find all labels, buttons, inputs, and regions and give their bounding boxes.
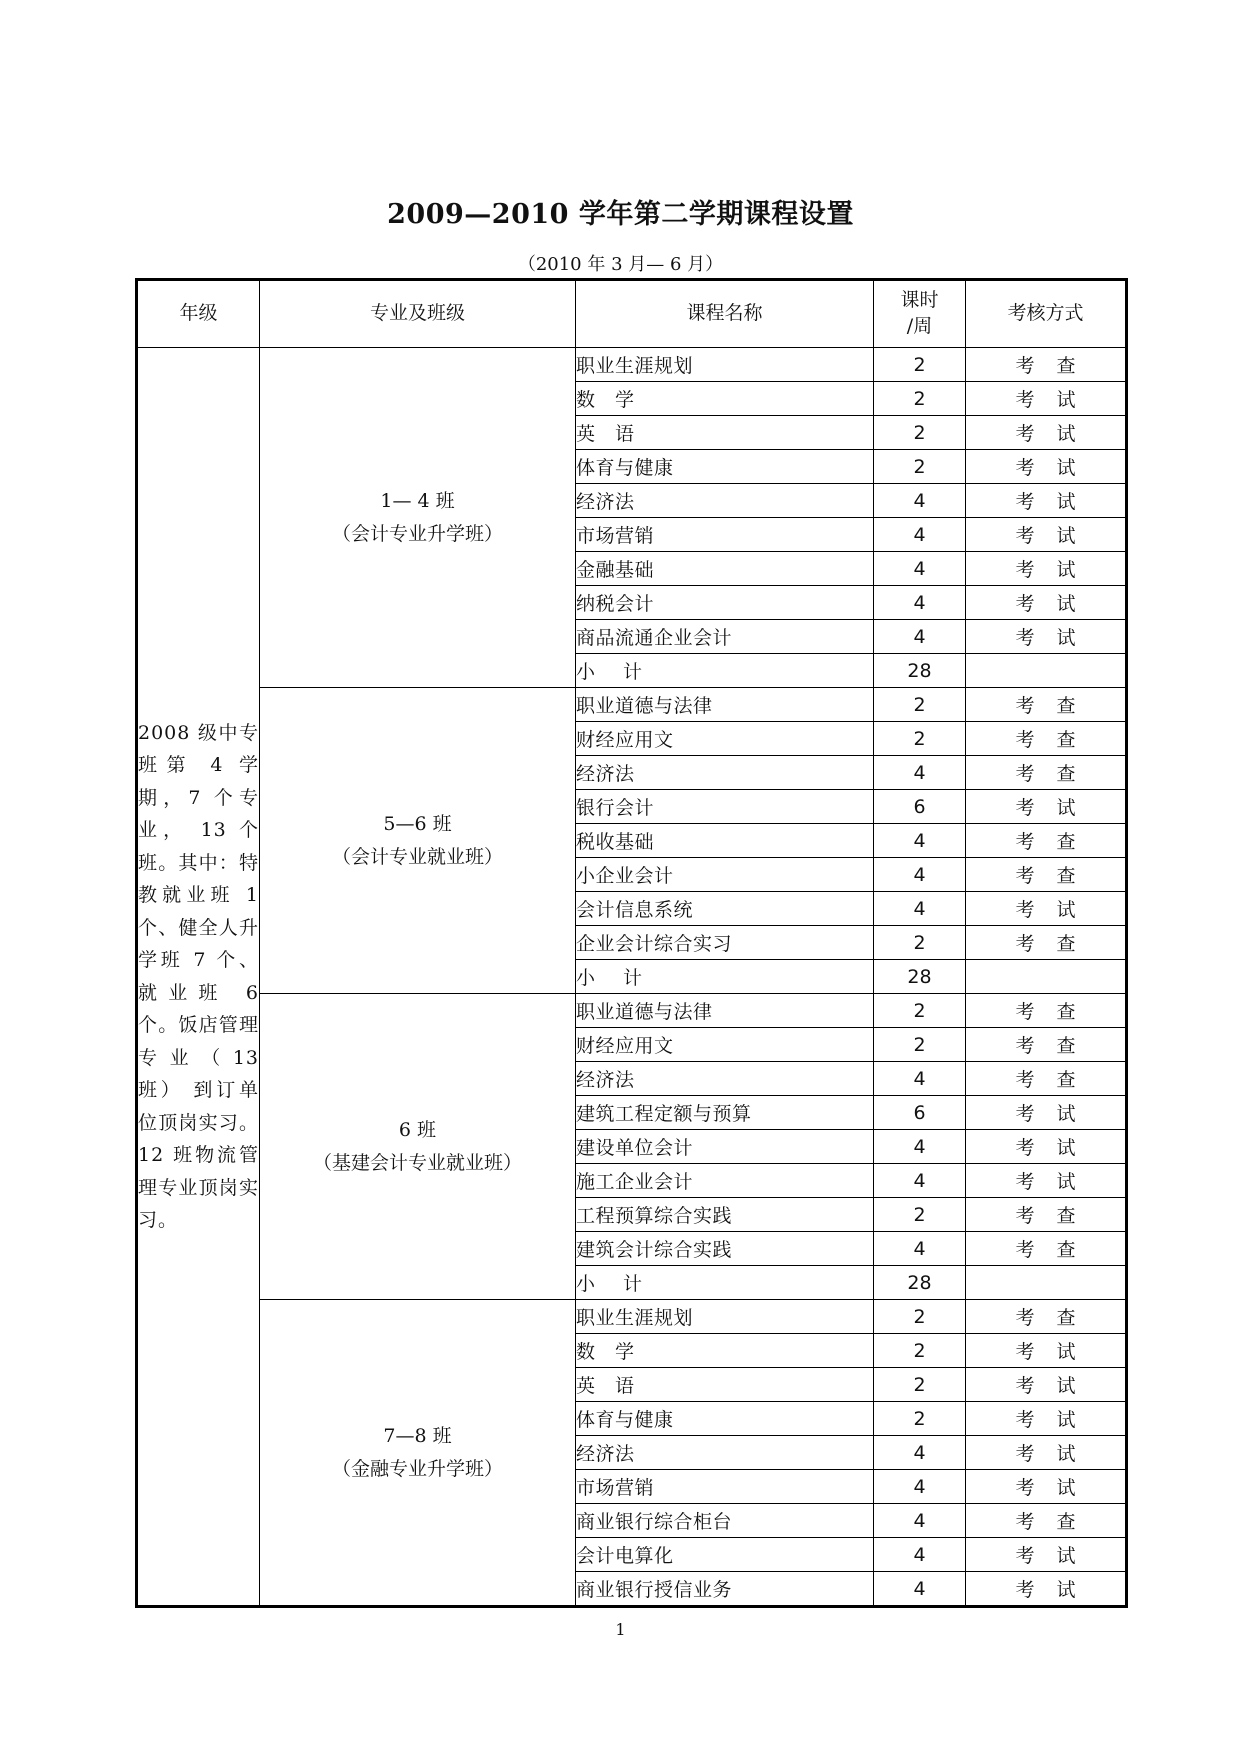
subtotal-exam-empty <box>966 654 1127 688</box>
exam-type: 考试 <box>966 1334 1127 1368</box>
header-course-name: 课程名称 <box>576 280 874 348</box>
course-name: 财经应用文 <box>576 722 874 756</box>
exam-type: 考试 <box>966 1436 1127 1470</box>
course-hours: 2 <box>874 416 966 450</box>
subtotal-label: 小计 <box>576 654 874 688</box>
course-name: 英 语 <box>576 416 874 450</box>
course-hours: 4 <box>874 1062 966 1096</box>
exam-type: 考查 <box>966 722 1127 756</box>
course-name: 体育与健康 <box>576 1402 874 1436</box>
course-hours: 4 <box>874 620 966 654</box>
course-hours: 2 <box>874 688 966 722</box>
course-name: 市场营销 <box>576 1470 874 1504</box>
course-name: 数 学 <box>576 382 874 416</box>
course-hours: 2 <box>874 1402 966 1436</box>
class-range-label: 6 班 <box>398 1118 437 1141</box>
course-name: 经济法 <box>576 1436 874 1470</box>
document-subtitle: （2010 年 3 月— 6 月） <box>517 254 724 275</box>
exam-type: 考试 <box>966 1130 1127 1164</box>
course-hours: 4 <box>874 1130 966 1164</box>
table-row <box>137 688 1127 722</box>
course-hours: 4 <box>874 552 966 586</box>
exam-type: 考试 <box>966 586 1127 620</box>
subtotal-exam-empty <box>966 960 1127 994</box>
exam-type: 考试 <box>966 1402 1127 1436</box>
exam-type: 考试 <box>966 1538 1127 1572</box>
exam-type: 考试 <box>966 790 1127 824</box>
course-hours: 4 <box>874 484 966 518</box>
course-schedule-table <box>135 278 1128 1608</box>
subtotal-exam-empty <box>966 1266 1127 1300</box>
course-hours: 4 <box>874 1232 966 1266</box>
course-hours: 2 <box>874 1028 966 1062</box>
exam-type: 考查 <box>966 1028 1127 1062</box>
class-range-label: 1— 4 班 <box>380 489 455 512</box>
exam-type: 考试 <box>966 484 1127 518</box>
exam-type: 考查 <box>966 1232 1127 1266</box>
class-group-cell <box>260 1300 576 1607</box>
exam-type: 考查 <box>966 926 1127 960</box>
header-exam-type: 考核方式 <box>966 280 1127 348</box>
exam-type: 考试 <box>966 620 1127 654</box>
course-name: 建设单位会计 <box>576 1130 874 1164</box>
table-row <box>137 994 1127 1028</box>
class-range-label: 7—8 班 <box>383 1424 452 1447</box>
course-hours: 2 <box>874 348 966 382</box>
document-title: 2009—2010 学年第二学期课程设置 <box>387 199 854 230</box>
course-hours: 4 <box>874 1538 966 1572</box>
exam-type: 考查 <box>966 688 1127 722</box>
course-name: 施工企业会计 <box>576 1164 874 1198</box>
course-name: 市场营销 <box>576 518 874 552</box>
course-name: 会计电算化 <box>576 1538 874 1572</box>
course-name: 建筑会计综合实践 <box>576 1232 874 1266</box>
major-name-label: （金融专业升学班） <box>331 1457 503 1480</box>
header-hours <box>874 280 966 348</box>
course-hours: 4 <box>874 1164 966 1198</box>
course-name: 纳税会计 <box>576 586 874 620</box>
course-hours: 4 <box>874 1436 966 1470</box>
course-hours: 2 <box>874 1300 966 1334</box>
major-name-label: （会计专业就业班） <box>331 845 503 868</box>
course-hours: 4 <box>874 1470 966 1504</box>
table-header-row <box>137 280 1127 348</box>
course-name: 职业生涯规划 <box>576 1300 874 1334</box>
course-name: 英 语 <box>576 1368 874 1402</box>
header-major-class: 专业及班级 <box>260 280 576 348</box>
course-name: 银行会计 <box>576 790 874 824</box>
exam-type: 考查 <box>966 348 1127 382</box>
course-name: 经济法 <box>576 756 874 790</box>
course-name: 职业生涯规划 <box>576 348 874 382</box>
course-hours: 4 <box>874 892 966 926</box>
course-name: 商业银行授信业务 <box>576 1572 874 1607</box>
major-name-label: （会计专业升学班） <box>331 522 503 545</box>
exam-type: 考查 <box>966 994 1127 1028</box>
exam-type: 考查 <box>966 858 1127 892</box>
exam-type: 考试 <box>966 450 1127 484</box>
exam-type: 考试 <box>966 1470 1127 1504</box>
course-name: 经济法 <box>576 484 874 518</box>
exam-type: 考试 <box>966 416 1127 450</box>
exam-type: 考试 <box>966 1368 1127 1402</box>
subtotal-label: 小计 <box>576 960 874 994</box>
exam-type: 考试 <box>966 1096 1127 1130</box>
course-hours: 4 <box>874 1504 966 1538</box>
subtotal-hours: 28 <box>874 960 966 994</box>
course-hours: 4 <box>874 1572 966 1607</box>
course-hours: 2 <box>874 382 966 416</box>
course-name: 金融基础 <box>576 552 874 586</box>
course-name: 企业会计综合实习 <box>576 926 874 960</box>
course-hours: 2 <box>874 1334 966 1368</box>
course-hours: 6 <box>874 1096 966 1130</box>
course-name: 建筑工程定额与预算 <box>576 1096 874 1130</box>
class-group-cell <box>260 994 576 1300</box>
header-hours-line1: 课时 <box>900 289 939 312</box>
grade-cell: 2008 级中专班第 4 学期，7 个专业， 13 个班。其中：特教就业班 1 个、健全人升学班 7 个、就业班 6 个。饭店管理专业（13 班） 到订单位顶岗实习。12 班物流管理专业顶岗实习。 <box>137 348 260 1607</box>
exam-type: 考试 <box>966 382 1127 416</box>
course-name: 经济法 <box>576 1062 874 1096</box>
exam-type: 考查 <box>966 1300 1127 1334</box>
course-hours: 6 <box>874 790 966 824</box>
exam-type: 考查 <box>966 824 1127 858</box>
course-name: 工程预算综合实践 <box>576 1198 874 1232</box>
exam-type: 考试 <box>966 892 1127 926</box>
exam-type: 考试 <box>966 1572 1127 1607</box>
course-hours: 2 <box>874 722 966 756</box>
table-row <box>137 1300 1127 1334</box>
course-hours: 2 <box>874 1368 966 1402</box>
header-grade: 年级 <box>137 280 260 348</box>
table-row <box>137 348 1127 382</box>
course-hours: 2 <box>874 926 966 960</box>
exam-type: 考查 <box>966 1198 1127 1232</box>
course-name: 会计信息系统 <box>576 892 874 926</box>
class-group-cell <box>260 348 576 688</box>
class-group-cell <box>260 688 576 994</box>
course-name: 商品流通企业会计 <box>576 620 874 654</box>
course-name: 职业道德与法律 <box>576 688 874 722</box>
header-hours-line2: /周 <box>906 315 933 337</box>
course-hours: 4 <box>874 824 966 858</box>
course-hours: 4 <box>874 586 966 620</box>
subtotal-label: 小计 <box>576 1266 874 1300</box>
subtotal-hours: 28 <box>874 1266 966 1300</box>
course-hours: 4 <box>874 858 966 892</box>
course-name: 职业道德与法律 <box>576 994 874 1028</box>
exam-type: 考查 <box>966 1504 1127 1538</box>
course-name: 商业银行综合柜台 <box>576 1504 874 1538</box>
course-hours: 4 <box>874 518 966 552</box>
page-number: 1 <box>615 1620 626 1639</box>
course-hours: 2 <box>874 1198 966 1232</box>
course-hours: 2 <box>874 994 966 1028</box>
exam-type: 考查 <box>966 1062 1127 1096</box>
course-hours: 4 <box>874 756 966 790</box>
exam-type: 考试 <box>966 552 1127 586</box>
course-name: 小企业会计 <box>576 858 874 892</box>
major-name-label: （基建会计专业就业班） <box>312 1151 522 1174</box>
course-name: 数 学 <box>576 1334 874 1368</box>
course-name: 体育与健康 <box>576 450 874 484</box>
table-body <box>137 348 1127 1607</box>
course-name: 税收基础 <box>576 824 874 858</box>
exam-type: 考查 <box>966 756 1127 790</box>
exam-type: 考试 <box>966 518 1127 552</box>
class-range-label: 5—6 班 <box>383 812 452 835</box>
exam-type: 考试 <box>966 1164 1127 1198</box>
course-name: 财经应用文 <box>576 1028 874 1062</box>
subtotal-hours: 28 <box>874 654 966 688</box>
course-hours: 2 <box>874 450 966 484</box>
